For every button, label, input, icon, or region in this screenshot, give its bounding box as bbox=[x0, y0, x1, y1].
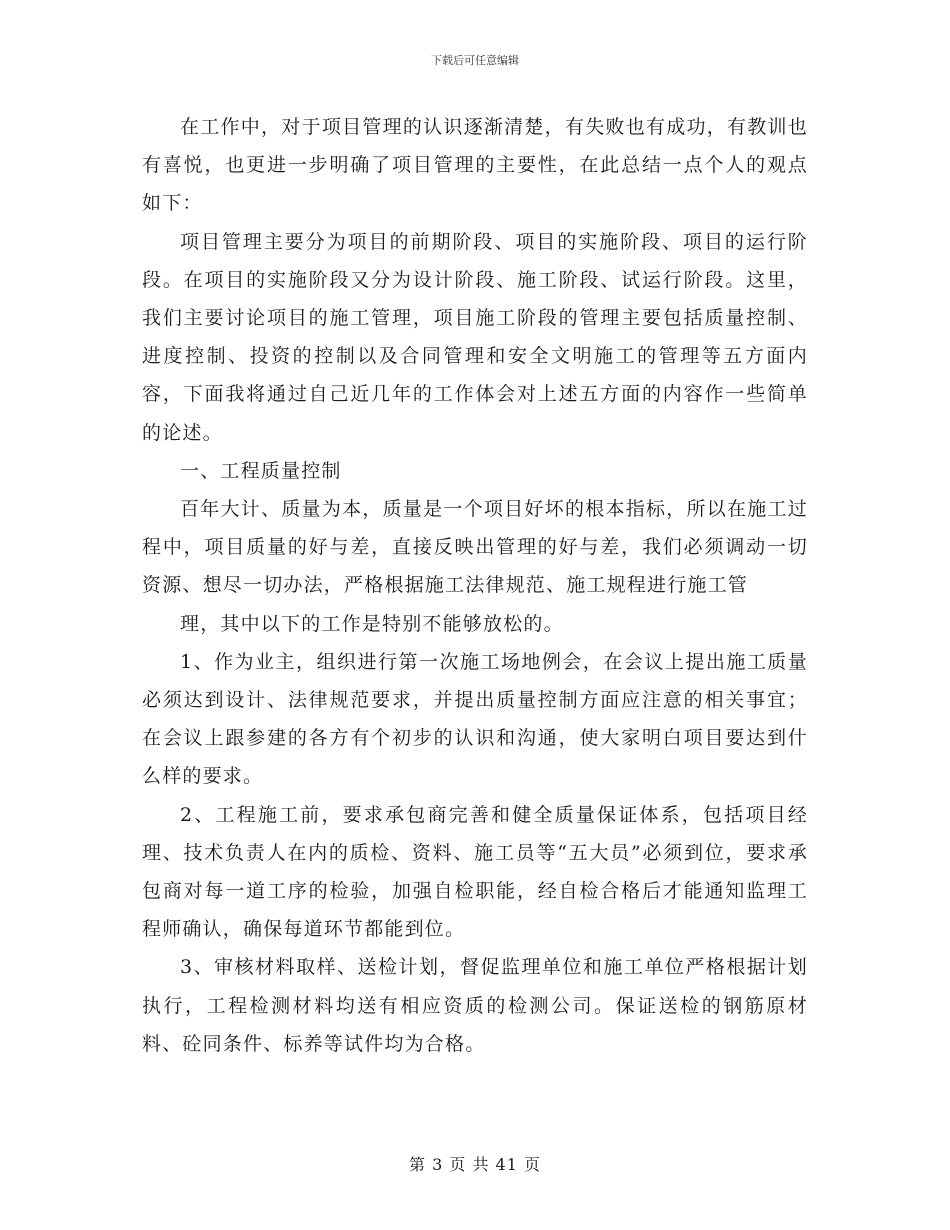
paragraph-intro: 在工作中，对于项目管理的认识逐渐清楚，有失败也有成功，有教训也有喜悦，也更进一步明确了项目管理的主要性，在此总结一点个人的观点如下： bbox=[142, 116, 808, 215]
section-heading-quality-control: 一、工程质量控制 bbox=[180, 459, 342, 482]
list-item-2: 2、工程施工前，要求承包商完善和健全质量保证体系，包括项目经理、技术负责人在内的质检、资料、施工员等“五大员”必须到位，要求承包商对每一道工序的检验，加强自检职能，经自检合格后才能通知监理工程师确认，确保每道环节都能到位。 bbox=[142, 803, 808, 941]
page-header: 下载后可任意编辑 bbox=[431, 54, 519, 67]
document-body bbox=[142, 108, 808, 1063]
list-item-1: 1、作为业主，组织进行第一次施工场地例会，在会议上提出施工质量必须达到设计、法律规范要求，并提出质量控制方面应注意的相关事宜；在会议上跟参建的各方有个初步的认识和沟通，使大家明白项目要达到什么样的要求。 bbox=[142, 650, 808, 788]
list-item-3: 3、审核材料取样、送检计划，督促监理单位和施工单位严格根据计划执行，工程检测材料均送有相应资质的检测公司。保证送检的钢筋原材料、砼同条件、标养等试件均为合格。 bbox=[142, 956, 808, 1055]
paragraph-phases: 项目管理主要分为项目的前期阶段、项目的实施阶段、项目的运行阶段。在项目的实施阶段又分为设计阶段、施工阶段、试运行阶段。这里，我们主要讨论项目的施工管理，项目施工阶段的管理主要包括质量控制、进度控制、投资的控制以及合同管理和安全文明施工的管理等五方面内容，下面我将通过自己近几年的工作体会对上述五方面的内容作一些简单的论述。 bbox=[142, 230, 808, 444]
page-number-footer: 第 3 页 共 41 页 bbox=[409, 1155, 541, 1174]
paragraph-continuation: 理，其中以下的工作是特别不能够放松的。 bbox=[180, 612, 564, 635]
paragraph-quality-importance: 百年大计、质量为本，质量是一个项目好坏的根本指标，所以在施工过程中，项目质量的好与差，直接反映出管理的好与差，我们必须调动一切资源、想尽一切办法，严格根据施工法律规范、施工规程进行施工管 bbox=[142, 498, 808, 597]
